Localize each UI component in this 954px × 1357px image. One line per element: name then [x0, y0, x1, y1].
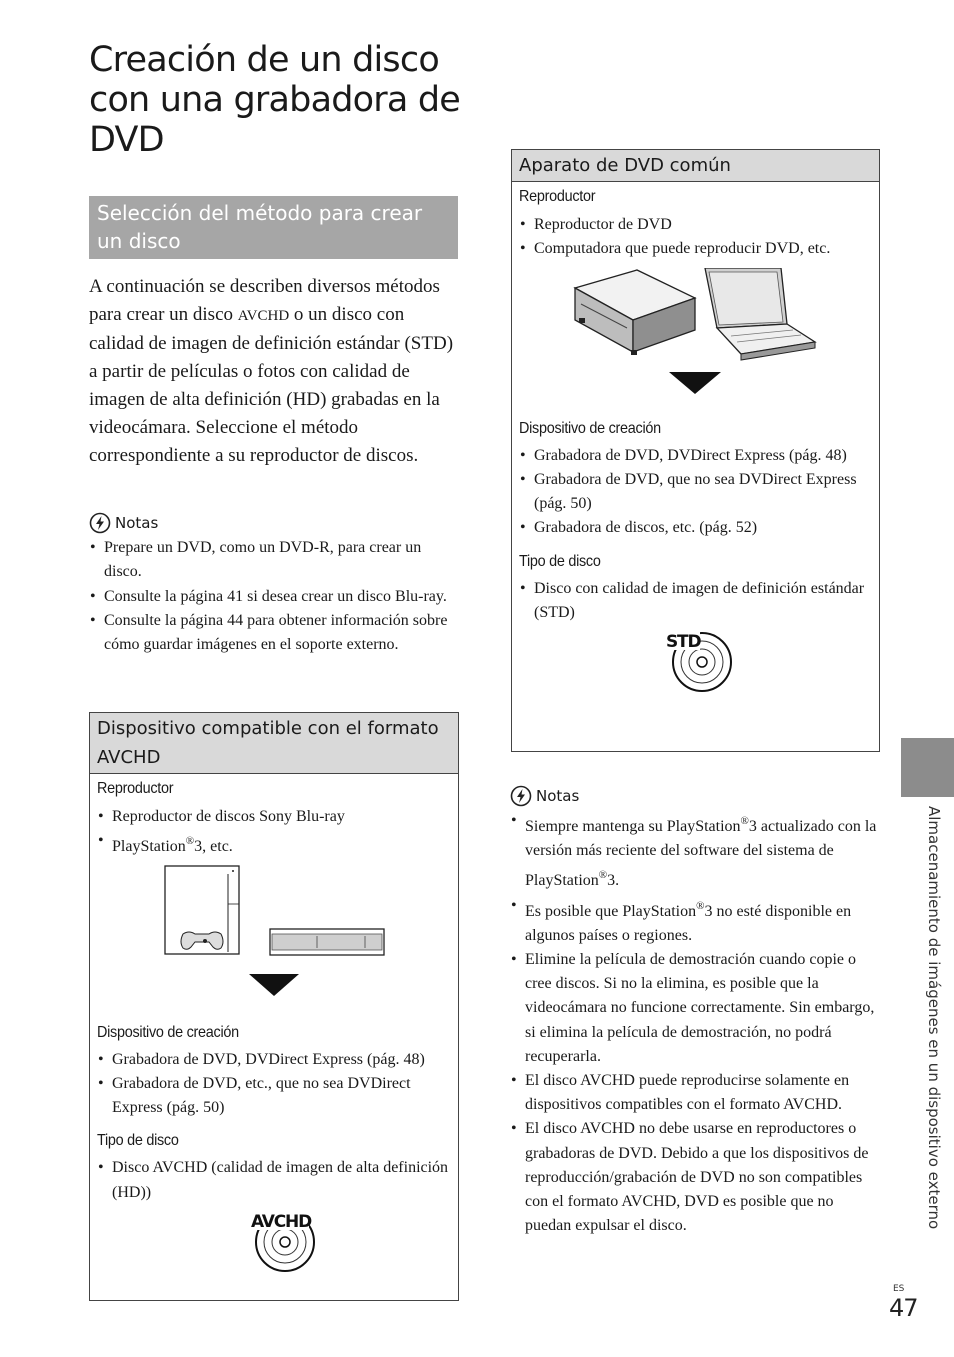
- list-item-text: PlayStation: [112, 838, 186, 856]
- intro-avchd: AVCHD: [237, 308, 290, 324]
- list-item: • Grabadora de DVD, DVDirect Express (pág. 48): [97, 1048, 451, 1072]
- registered-mark: ®: [696, 899, 705, 912]
- language-code: ES: [893, 1284, 905, 1294]
- list-item: • Consulte la página 44 para obtener información sobre cómo guardar imágenes en el soporte externo.: [89, 609, 459, 658]
- chapter-side-label: Almacenamiento de imágenes en un dispositivo externo: [925, 806, 943, 1230]
- disc-type-label: Tipo de disco: [519, 552, 601, 570]
- notes-section: [89, 512, 459, 657]
- notes-heading: [89, 512, 459, 534]
- intro-paragraph: [89, 273, 461, 470]
- list-item: • Computadora que puede reproducir DVD, etc.: [519, 237, 872, 261]
- list-item: • Reproductor de DVD: [519, 213, 872, 237]
- list-item: [97, 829, 451, 859]
- dvd-laptop-illustration: [519, 268, 873, 410]
- list-item-text: 3.: [607, 872, 620, 890]
- section-heading: Selección del método para crear un disco: [89, 196, 458, 259]
- ps3-bluray-illustration: [97, 864, 451, 1014]
- notes-heading-label: Notas: [536, 787, 580, 805]
- list-item: • Disco con calidad de imagen de definición estándar (STD): [519, 577, 872, 626]
- note-icon: [89, 512, 111, 534]
- notes-heading-label: Notas: [115, 514, 159, 532]
- list-item-text: 3 no esté disponible en algunos países o regiones.: [525, 902, 852, 944]
- note-icon: [510, 785, 532, 807]
- list-item: • El disco AVCHD puede reproducirse solamente en dispositivos compatibles con el formato AVCHD.: [510, 1069, 882, 1117]
- std-logo-text: STD: [666, 632, 701, 653]
- notes-section: [510, 785, 882, 1238]
- registered-mark: ®: [598, 869, 608, 882]
- intro-text-before: A continuación se describen diversos métodos para crear un disco: [89, 276, 440, 325]
- list-item-text: Es posible que PlayStation: [525, 902, 697, 920]
- avchd-disc-icon: [97, 1207, 451, 1273]
- std-disc-icon: [519, 627, 873, 695]
- list-item-text: 3 actualizado con la versión más reciente del software del sistema de PlayStation: [525, 818, 877, 890]
- dvd-device-box: [511, 149, 880, 752]
- list-item: • Disco AVCHD (calidad de imagen de alta definición (HD)): [97, 1156, 451, 1205]
- list-item: • Elimine la película de demostración cuando copie o cree discos. Si no la elimina, es posible que la videocámara no funcione correctamente. Sin embargo, si elimina la película de demostración, no podrá recuperarla.: [510, 948, 882, 1069]
- list-item: • Reproductor de discos Sony Blu-ray: [97, 805, 451, 829]
- list-item: [510, 809, 882, 894]
- list-item: • Grabadora de DVD, DVDirect Express (pág. 48): [519, 444, 872, 468]
- list-item: [510, 894, 882, 948]
- player-label: Reproductor: [519, 188, 596, 205]
- list-item-text: Siempre mantenga su PlayStation: [525, 818, 741, 835]
- list-item: • Prepare un DVD, como un DVD-R, para crear un disco.: [89, 536, 459, 585]
- box-header: Dispositivo compatible con el formato AVCHD: [90, 713, 458, 774]
- list-item: • El disco AVCHD no debe usarse en reproductores o grabadoras de DVD. Debido a que los dispositivos de reproducción/grabación de DVD no son compatibles con el formato AVCHD, DVD es posible que no puedan expulsar el disco.: [510, 1117, 882, 1238]
- notes-heading: [510, 785, 882, 807]
- list-item-text: 3, etc.: [194, 838, 233, 856]
- list-item: • Grabadora de DVD, que no sea DVDirect Express (pág. 50): [519, 468, 872, 517]
- creation-device-label: Dispositivo de creación: [97, 1023, 239, 1041]
- registered-mark: ®: [185, 835, 195, 848]
- page-title: Creación de un disco con una grabadora de DVD: [89, 40, 460, 160]
- box-header: Aparato de DVD común: [512, 150, 879, 182]
- avchd-device-box: [89, 712, 459, 1301]
- list-item: • Grabadora de discos, etc. (pág. 52): [519, 516, 872, 540]
- registered-mark: ®: [740, 815, 749, 827]
- list-item: • Grabadora de DVD, etc., que no sea DVDirect Express (pág. 50): [97, 1072, 451, 1121]
- avchd-logo-text: AVCHD: [251, 1212, 311, 1233]
- player-label: Reproductor: [97, 780, 174, 797]
- list-item: • Consulte la página 41 si desea crear un disco Blu-ray.: [89, 585, 459, 609]
- intro-text-after: o un disco con calidad de imagen de definición estándar (STD) a partir de películas o fotos con calidad de imagen de alta definición (HD) grabadas en la videocámara. Seleccione el método correspondiente a su reproductor de discos.: [89, 304, 454, 466]
- creation-device-label: Dispositivo de creación: [519, 419, 661, 437]
- disc-type-label: Tipo de disco: [97, 1132, 179, 1150]
- chapter-side-tab: [901, 738, 954, 797]
- page-number: 47: [889, 1294, 918, 1322]
